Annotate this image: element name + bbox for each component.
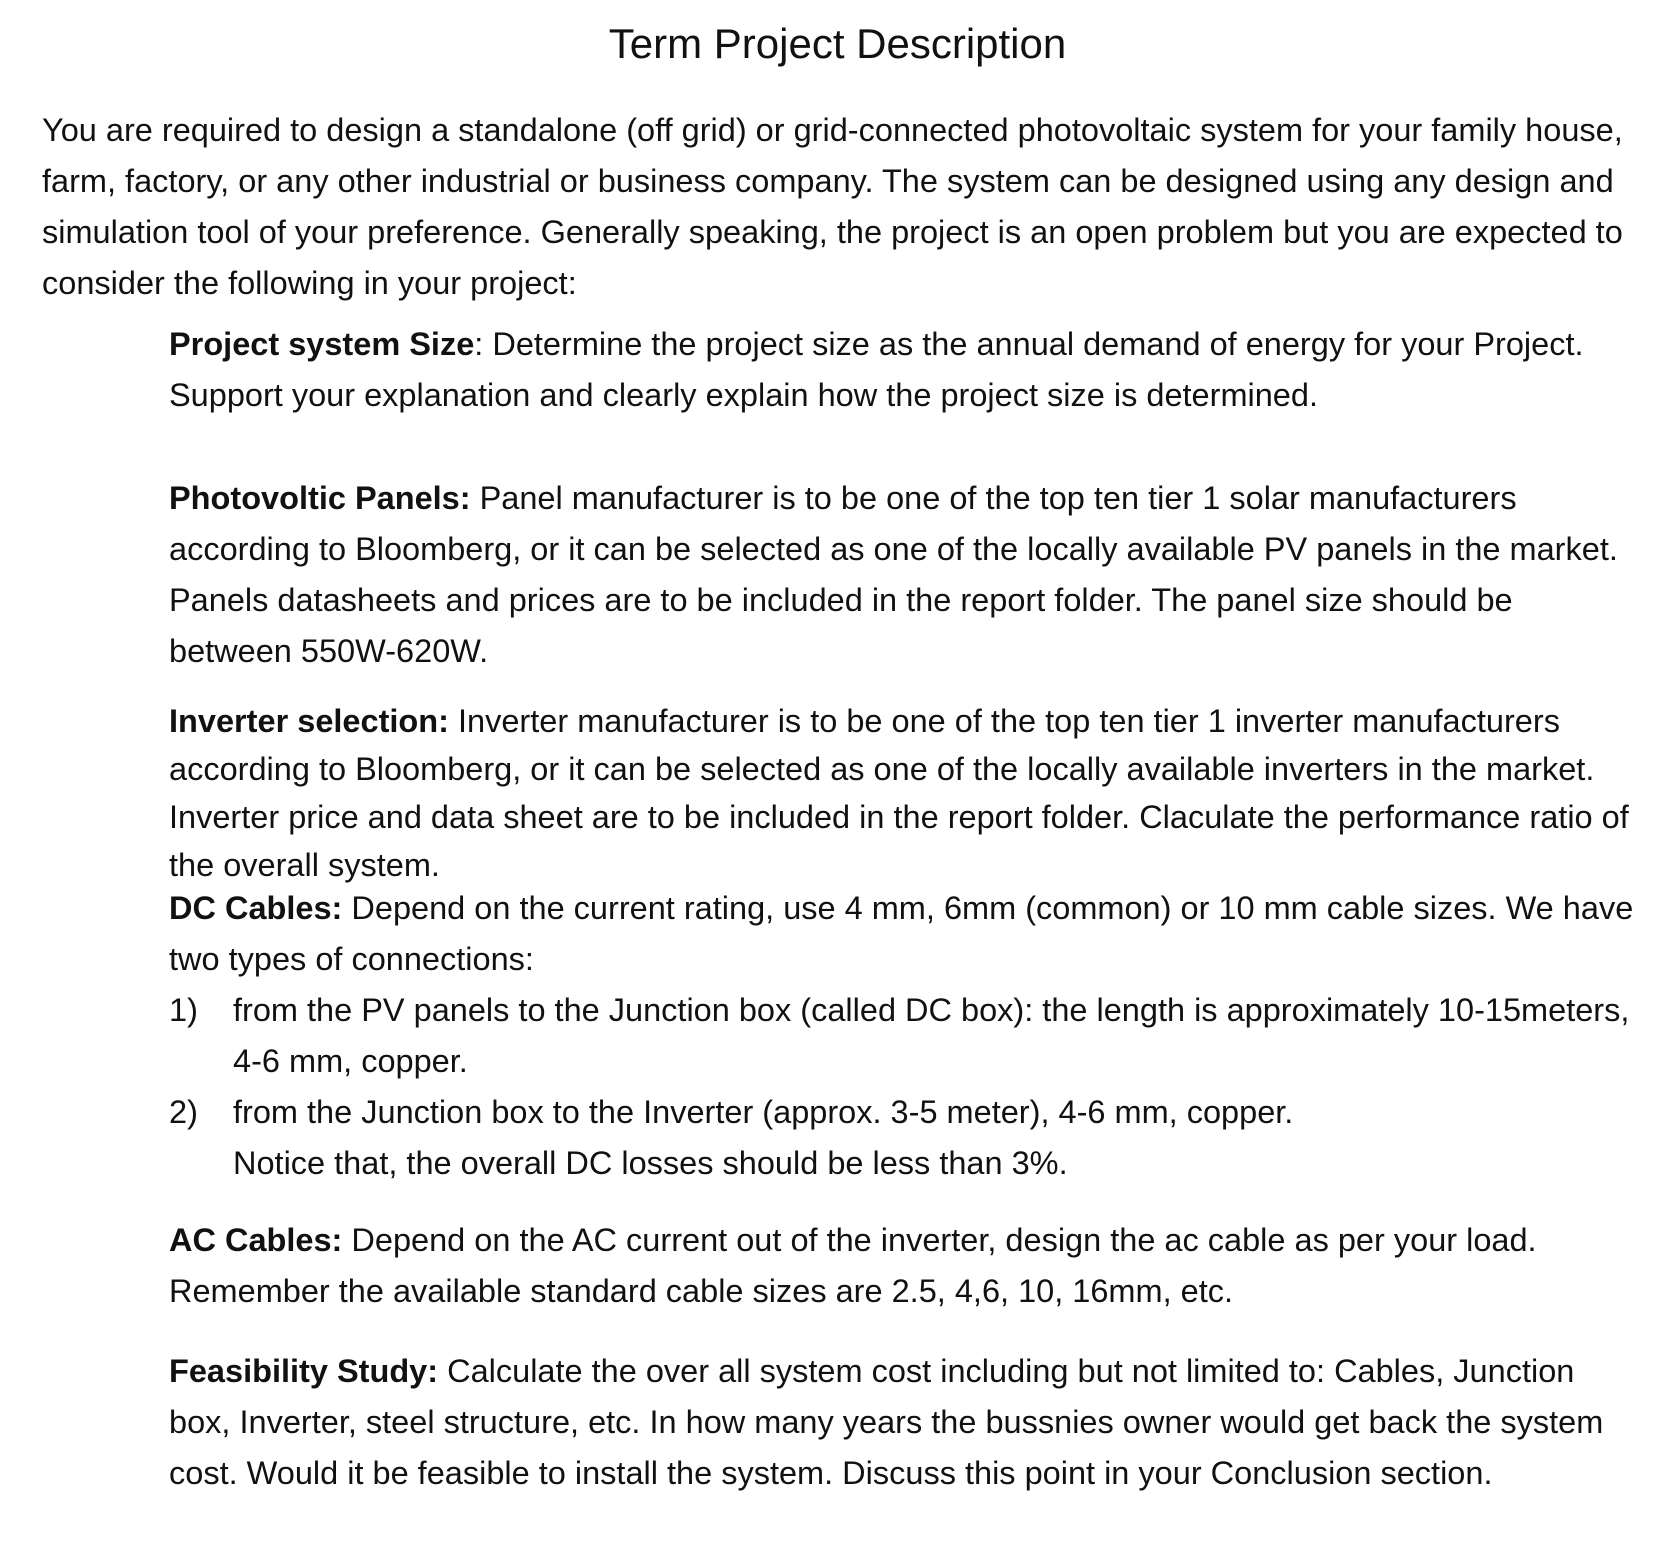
section-dc-cables	[169, 883, 1639, 985]
section-label: Project system Size	[169, 326, 475, 362]
list-item-text: from the PV panels to the Junction box (called DC box): the length is approximately 10-15meters, 4-6 mm, copper.	[233, 992, 1630, 1079]
section-inverter-selection	[169, 697, 1639, 889]
list-item	[169, 985, 1639, 1087]
dc-connections-list	[169, 985, 1639, 1189]
list-item-number: 2)	[169, 1094, 198, 1130]
section-label: Photovoltic Panels:	[169, 480, 471, 516]
section-text: : Determine the project size as the annual demand of energy for your Project. Support your explanation and clearly explain how the project size is determined.	[169, 326, 1584, 413]
section-photovoltaic-panels	[169, 473, 1639, 677]
section-ac-cables	[169, 1215, 1639, 1317]
intro-paragraph: You are required to design a standalone (off grid) or grid-connected photovoltaic system for your family house, farm, factory, or any other industrial or business company. The system can be designed using any design and simulation tool of your preference. Generally speaking, the project is an open problem but you are expected to consider the following in your project:	[42, 112, 1623, 301]
section-feasibility-study	[169, 1346, 1639, 1499]
section-text: Depend on the current rating, use 4 mm, 6mm (common) or 10 mm cable sizes. We have two types of connections:	[169, 890, 1634, 977]
section-label: Feasibility Study:	[169, 1353, 439, 1389]
list-item	[169, 1087, 1639, 1189]
section-project-size	[169, 319, 1639, 421]
section-text: Panel manufacturer is to be one of the top ten tier 1 solar manufacturers according to Bloomberg, or it can be selected as one of the locally available PV panels in the market. Panels datasheets and prices are to be included in the report folder. The panel size should be between 550W-620W.	[169, 480, 1618, 669]
page-title: Term Project Description	[608, 20, 1067, 67]
list-item-text: from the Junction box to the Inverter (approx. 3-5 meter), 4-6 mm, copper.	[233, 1094, 1294, 1130]
section-text: Calculate the over all system cost including but not limited to: Cables, Junction box, Inverter, steel structure, etc. In how many years the bussnies owner would get back the system cost. Would it be feasible to install the system. Discuss this point in your Conclusion section.	[169, 1353, 1604, 1491]
section-label: DC Cables:	[169, 890, 343, 926]
section-label: AC Cables:	[169, 1222, 343, 1258]
section-text: Inverter manufacturer is to be one of the top ten tier 1 inverter manufacturers according to Bloomberg, or it can be selected as one of the locally available inverters in the market. Inverter price and data sheet are to be included in the report folder. Claculate the performance ratio of the overall system.	[169, 703, 1629, 883]
list-item-number: 1)	[169, 992, 198, 1028]
section-text: Depend on the AC current out of the inverter, design the ac cable as per your load. Remember the available standard cable sizes are 2.5, 4,6, 10, 16mm, etc.	[169, 1222, 1537, 1309]
dc-losses-note: Notice that, the overall DC losses should be less than 3%.	[233, 1145, 1068, 1181]
section-label: Inverter selection:	[169, 703, 449, 739]
